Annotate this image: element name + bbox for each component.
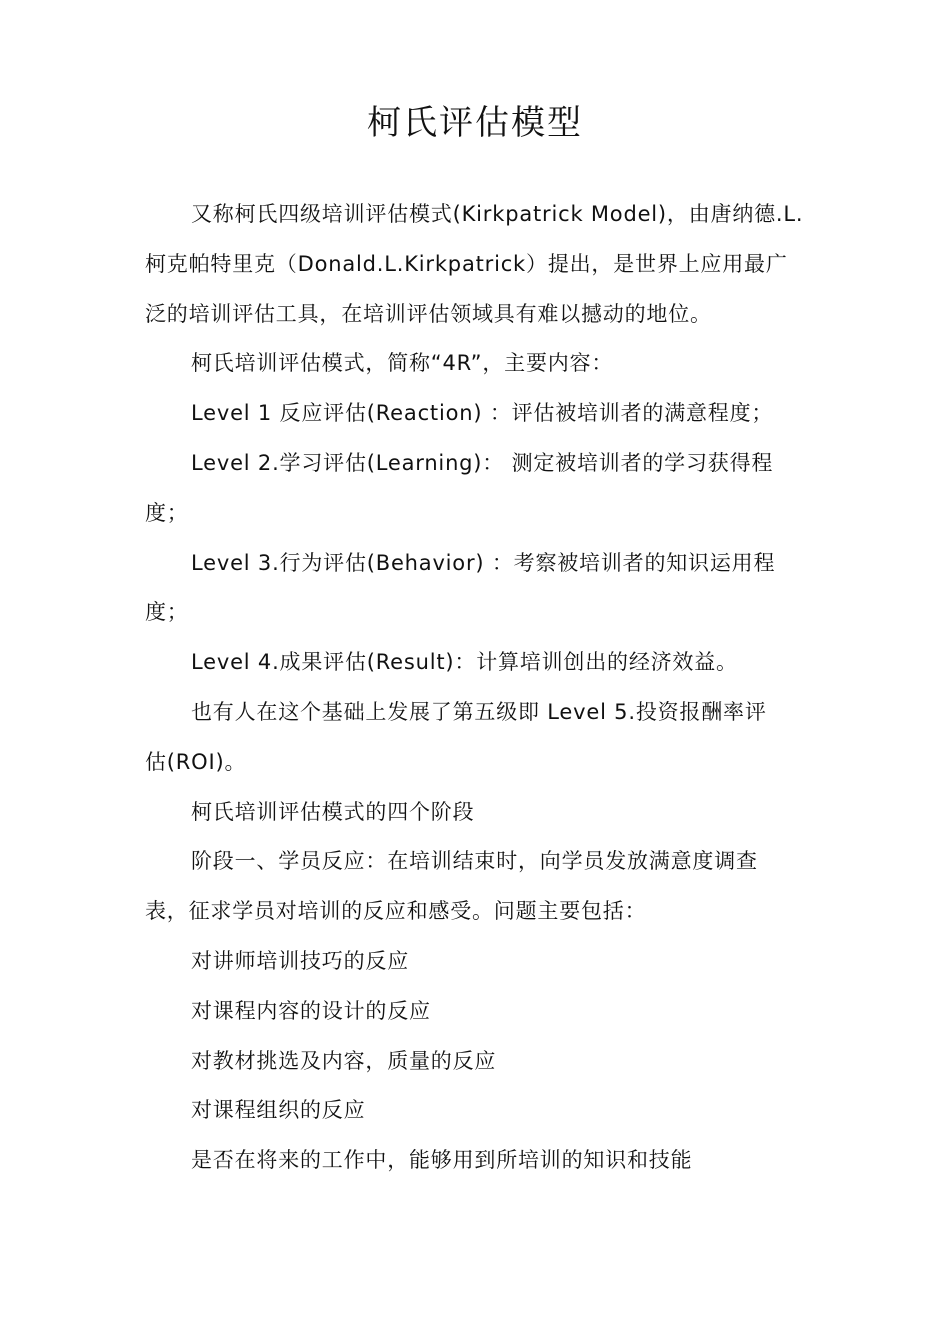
- paragraph-line: Level 1 反应评估(Reaction) ：评估被培训者的满意程度；: [191, 401, 774, 426]
- paragraph-line: Level 2.学习评估(Learning)： 测定被培训者的学习获得程: [191, 450, 774, 475]
- paragraph-line: 对课程内容的设计的反应: [191, 998, 431, 1023]
- paragraph-line: 阶段一、学员反应：在培训结束时，向学员发放满意度调查: [191, 849, 758, 874]
- document-body: [145, 190, 807, 1186]
- paragraph-line: 估(ROI)。: [145, 749, 247, 774]
- paragraph-line: 柯克帕特里克（Donald.L.Kirkpatrick）提出，是世界上应用最广: [145, 251, 788, 276]
- paragraph-line: 对教材挑选及内容，质量的反应: [191, 1048, 497, 1073]
- page-title: 柯氏评估模型: [367, 103, 583, 143]
- paragraph-line: 泛的培训评估工具，在培训评估领域具有难以撼动的地位。: [145, 301, 712, 326]
- paragraph-line: 柯氏培训评估模式的四个阶段: [191, 799, 475, 824]
- paragraph-line: 又称柯氏四级培训评估模式(Kirkpatrick Model)，由唐纳德.L.: [191, 202, 804, 226]
- paragraph-line: 也有人在这个基础上发展了第五级即 Level 5.投资报酬率评: [191, 699, 767, 724]
- paragraph-line: 柯氏培训评估模式，简称“4R”，主要内容：: [191, 351, 614, 376]
- paragraph-line: Level 3.行为评估(Behavior) ：考察被培训者的知识运用程: [191, 550, 776, 575]
- paragraph-line: Level 4.成果评估(Result)：计算培训创出的经济效益。: [191, 650, 738, 675]
- paragraph-line: 对课程组织的反应: [191, 1098, 366, 1123]
- paragraph-line: 度；: [145, 500, 189, 525]
- paragraph-line: 对讲师培训技巧的反应: [191, 948, 409, 973]
- paragraph-line: 表，征求学员对培训的反应和感受。问题主要包括：: [145, 899, 647, 924]
- paragraph-line: 度；: [145, 600, 189, 625]
- paragraph-line: 是否在将来的工作中，能够用到所培训的知识和技能: [191, 1148, 693, 1173]
